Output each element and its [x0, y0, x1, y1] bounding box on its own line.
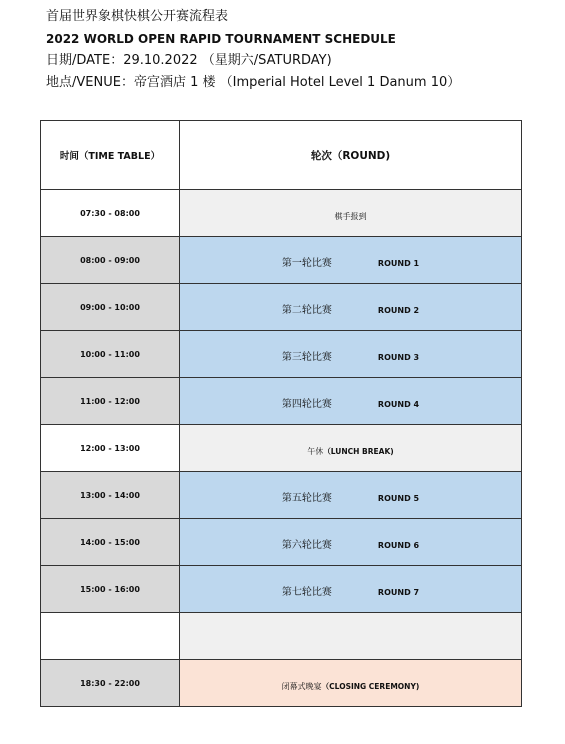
table-row — [41, 425, 522, 472]
table-row — [41, 472, 522, 519]
activity-lunch — [307, 447, 393, 456]
activity-cn: 第六轮比赛 — [281, 539, 332, 551]
activity-en: （LUNCH BREAK) — [323, 446, 394, 456]
table-row — [41, 519, 522, 566]
time-column-header: 时间（TIME TABLE） — [41, 121, 180, 190]
activity-cn: 第一轮比赛 — [281, 257, 332, 269]
table-row — [41, 378, 522, 425]
activity-cn: 第三轮比赛 — [281, 351, 332, 363]
table-row — [41, 284, 522, 331]
event-date: 日期/DATE：29.10.2022 （星期六/SATURDAY) — [46, 53, 332, 68]
time-cell: 09:00 - 10:00 — [41, 284, 180, 331]
time-cell: 12:00 - 13:00 — [41, 425, 180, 472]
time-cell: 15:00 - 16:00 — [41, 566, 180, 613]
activity-cell — [180, 190, 522, 237]
activity-cn: 棋手报到 — [334, 211, 367, 221]
time-cell: 08:00 - 09:00 — [41, 237, 180, 284]
table-row — [41, 190, 522, 237]
time-cell: 07:30 - 08:00 — [41, 190, 180, 237]
activity-cell — [180, 566, 522, 613]
title-english: 2022 WORLD OPEN RAPID TOURNAMENT SCHEDULE — [46, 32, 396, 46]
activity-cn: 第七轮比赛 — [281, 586, 332, 598]
activity-cell — [180, 378, 522, 425]
activity-en: （CLOSING CEREMONY) — [321, 681, 420, 691]
activity-cell — [180, 660, 522, 707]
event-venue: 地点/VENUE：帝宫酒店 1 楼 （Imperial Hotel Level 1 Danum 10） — [46, 75, 461, 90]
activity-cell — [180, 472, 522, 519]
time-cell: 10:00 - 11:00 — [41, 331, 180, 378]
activity-cell — [180, 237, 522, 284]
activity-cn: 第四轮比赛 — [281, 398, 332, 410]
activity-cn: 午休 — [307, 446, 324, 456]
activity-en: ROUND 7 — [377, 587, 420, 597]
activity-cell — [180, 613, 522, 660]
time-cell: 11:00 - 12:00 — [41, 378, 180, 425]
table-header-row — [41, 121, 522, 190]
activity-cell — [180, 284, 522, 331]
time-cell: 13:00 - 14:00 — [41, 472, 180, 519]
table-row — [41, 660, 522, 707]
activity-en: ROUND 5 — [377, 493, 420, 503]
activity-cell — [180, 519, 522, 566]
activity-cell — [180, 425, 522, 472]
table-row — [41, 566, 522, 613]
schedule-header — [46, 6, 460, 94]
activity-en: ROUND 3 — [377, 352, 420, 362]
table-row-empty — [41, 613, 522, 660]
activity-en: ROUND 4 — [377, 399, 420, 409]
table-row — [41, 237, 522, 284]
title-chinese: 首届世界象棋快棋公开赛流程表 — [46, 9, 229, 24]
time-cell: 18:30 - 22:00 — [41, 660, 180, 707]
activity-cn: 第五轮比赛 — [281, 492, 332, 504]
schedule-table — [40, 120, 522, 707]
activity-ceremony — [282, 682, 420, 691]
activity-en: ROUND 6 — [377, 540, 420, 550]
time-cell — [41, 613, 180, 660]
round-column-header: 轮次（ROUND) — [180, 121, 522, 190]
table-row — [41, 331, 522, 378]
activity-en: ROUND 1 — [377, 258, 420, 268]
activity-cn: 闭幕式晚宴 — [281, 681, 322, 691]
time-cell: 14:00 - 15:00 — [41, 519, 180, 566]
activity-cn: 第二轮比赛 — [281, 304, 332, 316]
activity-cell — [180, 331, 522, 378]
activity-en: ROUND 2 — [377, 305, 420, 315]
